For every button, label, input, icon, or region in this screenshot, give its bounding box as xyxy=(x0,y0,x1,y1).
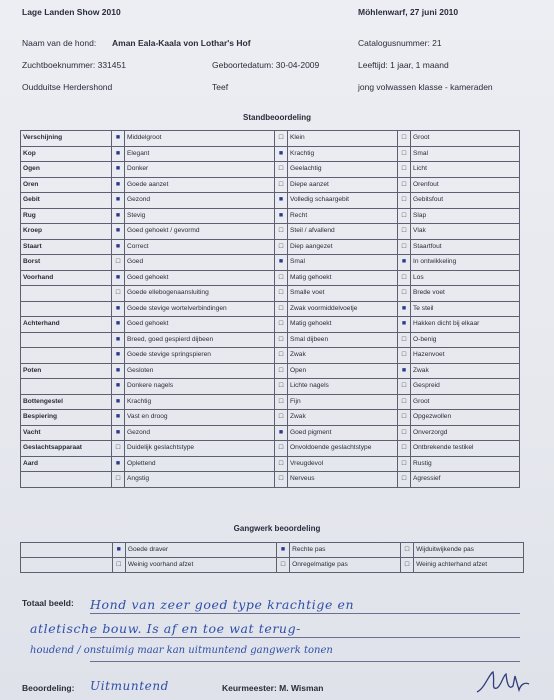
stand-row xyxy=(21,270,520,286)
option-label: O-benig xyxy=(411,332,520,348)
option-label: Wijduitwijkende pas xyxy=(414,543,524,558)
checkbox: ■ xyxy=(112,317,125,333)
checkbox: ■ xyxy=(112,193,125,209)
option-label: Goede stevige wortelverbindingen xyxy=(125,301,275,317)
stand-table xyxy=(20,130,520,488)
stand-category: Bespiering xyxy=(21,410,112,426)
option-label: Vreugdevol xyxy=(288,456,398,472)
option-label: Open xyxy=(288,363,398,379)
checkbox: □ xyxy=(398,146,411,162)
stand-row xyxy=(21,162,520,178)
gait-category xyxy=(21,558,113,573)
total-text-line2: atletische bouw. Is af en toe wat terug- xyxy=(30,621,302,636)
stand-category xyxy=(21,301,112,317)
option-label: Krachtig xyxy=(125,394,275,410)
option-label: Zwak xyxy=(288,410,398,426)
option-label: Fijn xyxy=(288,394,398,410)
option-label: Hakken dicht bij elkaar xyxy=(411,317,520,333)
stand-row xyxy=(21,255,520,271)
stand-row xyxy=(21,239,520,255)
checkbox: ■ xyxy=(275,193,288,209)
checkbox: □ xyxy=(112,558,125,573)
stand-category: Bottengestel xyxy=(21,394,112,410)
stand-category: Kop xyxy=(21,146,112,162)
checkbox: □ xyxy=(277,558,290,573)
stand-row xyxy=(21,193,520,209)
place-date: Möhlenwarf, 27 juni 2010 xyxy=(358,7,459,17)
stand-category xyxy=(21,286,112,302)
total-label: Totaal beeld: xyxy=(22,598,74,608)
checkbox: □ xyxy=(275,162,288,178)
option-label: Groot xyxy=(411,131,520,147)
checkbox: ■ xyxy=(275,425,288,441)
checkbox: □ xyxy=(275,348,288,364)
checkbox: □ xyxy=(275,363,288,379)
checkbox: □ xyxy=(275,270,288,286)
checkbox: □ xyxy=(398,348,411,364)
option-label: Goede stevige springspieren xyxy=(125,348,275,364)
stand-row xyxy=(21,131,520,147)
checkbox: ■ xyxy=(112,162,125,178)
dog-name-label: Naam van de hond: xyxy=(22,38,97,48)
breed: Oudduitse Herdershond xyxy=(22,82,113,92)
checkbox: □ xyxy=(398,177,411,193)
option-label: Brede voet xyxy=(411,286,520,302)
checkbox: ■ xyxy=(277,543,290,558)
option-label: Stevig xyxy=(125,208,275,224)
checkbox: □ xyxy=(112,286,125,302)
checkbox: ■ xyxy=(398,317,411,333)
stand-category: Kroep xyxy=(21,224,112,240)
option-label: Te steil xyxy=(411,301,520,317)
checkbox: □ xyxy=(398,239,411,255)
checkbox: ■ xyxy=(112,239,125,255)
checkbox: □ xyxy=(275,394,288,410)
checkbox: □ xyxy=(398,131,411,147)
checkbox: □ xyxy=(275,441,288,457)
option-label: Vlak xyxy=(411,224,520,240)
checkbox: ■ xyxy=(112,301,125,317)
checkbox: ■ xyxy=(275,146,288,162)
option-label: Smal xyxy=(288,255,398,271)
checkbox: □ xyxy=(275,410,288,426)
option-label: Rechte pas xyxy=(290,543,401,558)
option-label: Volledig schaargebit xyxy=(288,193,398,209)
checkbox: ■ xyxy=(112,543,125,558)
option-label: Opgezwollen xyxy=(411,410,520,426)
checkbox: □ xyxy=(398,394,411,410)
stand-title: Standbeoordeling xyxy=(243,113,311,122)
dog-name: Aman Eala-Kaala von Lothar's Hof xyxy=(112,38,251,48)
option-label: Vast en droog xyxy=(125,410,275,426)
stand-row xyxy=(21,317,520,333)
option-label: Agressief xyxy=(411,472,520,488)
stand-row xyxy=(21,332,520,348)
option-label: Goede aanzet xyxy=(125,177,275,193)
studbook-number: Zuchtboeknummer: 331451 xyxy=(22,60,126,70)
stand-category xyxy=(21,379,112,395)
checkbox: ■ xyxy=(112,131,125,147)
age: Leeftijd: 1 jaar, 1 maand xyxy=(358,60,449,70)
option-label: Groot xyxy=(411,394,520,410)
checkbox: □ xyxy=(275,456,288,472)
stand-category xyxy=(21,348,112,364)
checkbox: □ xyxy=(112,255,125,271)
option-label: Slap xyxy=(411,208,520,224)
checkbox: ■ xyxy=(112,363,125,379)
checkbox: □ xyxy=(275,472,288,488)
stand-row xyxy=(21,177,520,193)
option-label: Krachtig xyxy=(288,146,398,162)
stand-category xyxy=(21,472,112,488)
stand-row xyxy=(21,224,520,240)
option-label: Oplettend xyxy=(125,456,275,472)
stand-category: Ogen xyxy=(21,162,112,178)
option-label: Zwak xyxy=(288,348,398,364)
stand-category: Borst xyxy=(21,255,112,271)
checkbox: ■ xyxy=(112,379,125,395)
stand-row xyxy=(21,472,520,488)
checkbox: □ xyxy=(398,286,411,302)
option-label: Diepe aanzet xyxy=(288,177,398,193)
checkbox: ■ xyxy=(398,255,411,271)
checkbox: □ xyxy=(400,543,413,558)
total-text-line3: houdend / onstuimig maar kan uitmuntend gangwerk tonen xyxy=(30,645,333,656)
option-label: Onvoldoende geslachtstype xyxy=(288,441,398,457)
checkbox: □ xyxy=(275,332,288,348)
stand-category: Verschijning xyxy=(21,131,112,147)
option-label: Duidelijk geslachtstype xyxy=(125,441,275,457)
option-label: Smal dijbeen xyxy=(288,332,398,348)
option-label: Weinig voorhand afzet xyxy=(125,558,276,573)
gait-title: Gangwerk beoordeling xyxy=(233,524,321,533)
option-label: Onverzorgd xyxy=(411,425,520,441)
gait-table xyxy=(20,542,524,573)
option-label: Goed gehoekt xyxy=(125,270,275,286)
option-label: Zwak voormiddelvoetje xyxy=(288,301,398,317)
option-label: Gebitsfout xyxy=(411,193,520,209)
option-label: Goed pigment xyxy=(288,425,398,441)
stand-row xyxy=(21,425,520,441)
checkbox: □ xyxy=(112,441,125,457)
stand-category: Voorhand xyxy=(21,270,112,286)
checkbox: ■ xyxy=(112,456,125,472)
option-label: Diep aangezet xyxy=(288,239,398,255)
option-label: Gezond xyxy=(125,193,275,209)
gait-row xyxy=(21,543,524,558)
option-label: Gespreid xyxy=(411,379,520,395)
stand-row xyxy=(21,456,520,472)
rule-line xyxy=(90,661,520,662)
checkbox: □ xyxy=(398,332,411,348)
checkbox: ■ xyxy=(112,146,125,162)
checkbox: ■ xyxy=(112,348,125,364)
gait-category xyxy=(21,543,113,558)
checkbox: □ xyxy=(275,286,288,302)
option-label: In ontwikkeling xyxy=(411,255,520,271)
option-label: Orenfout xyxy=(411,177,520,193)
option-label: Los xyxy=(411,270,520,286)
judge: Keurmeester: M. Wisman xyxy=(222,683,324,693)
checkbox: ■ xyxy=(275,255,288,271)
option-label: Donkere nagels xyxy=(125,379,275,395)
option-label: Angstig xyxy=(125,472,275,488)
checkbox: □ xyxy=(275,301,288,317)
stand-category: Staart xyxy=(21,239,112,255)
checkbox: □ xyxy=(275,177,288,193)
option-label: Zwak xyxy=(411,363,520,379)
option-label: Rustig xyxy=(411,456,520,472)
option-label: Breed, goed gespierd dijbeen xyxy=(125,332,275,348)
option-label: Hazenvoet xyxy=(411,348,520,364)
checkbox: □ xyxy=(275,317,288,333)
checkbox: □ xyxy=(398,472,411,488)
checkbox: ■ xyxy=(112,394,125,410)
stand-category: Oren xyxy=(21,177,112,193)
stand-category: Gebit xyxy=(21,193,112,209)
checkbox: ■ xyxy=(112,332,125,348)
checkbox: □ xyxy=(398,193,411,209)
checkbox: □ xyxy=(275,224,288,240)
option-label: Onregelmatige pas xyxy=(290,558,401,573)
checkbox: □ xyxy=(398,410,411,426)
checkbox: ■ xyxy=(112,208,125,224)
checkbox: ■ xyxy=(398,301,411,317)
rating-value: Uitmuntend xyxy=(90,679,169,693)
show-name: Lage Landen Show 2010 xyxy=(22,7,121,17)
stand-row xyxy=(21,441,520,457)
option-label: Matig gehoekt xyxy=(288,317,398,333)
birthdate: Geboortedatum: 30-04-2009 xyxy=(212,60,320,70)
total-text-line1: Hond van zeer goed type krachtige en xyxy=(90,597,355,612)
option-label: Licht xyxy=(411,162,520,178)
stand-row xyxy=(21,363,520,379)
option-label: Elegant xyxy=(125,146,275,162)
gait-row xyxy=(21,558,524,573)
option-label: Klein xyxy=(288,131,398,147)
checkbox: □ xyxy=(398,379,411,395)
option-label: Correct xyxy=(125,239,275,255)
option-label: Donker xyxy=(125,162,275,178)
option-label: Gezond xyxy=(125,425,275,441)
stand-row xyxy=(21,286,520,302)
checkbox: □ xyxy=(400,558,413,573)
stand-category: Achterhand xyxy=(21,317,112,333)
stand-row xyxy=(21,394,520,410)
stand-row xyxy=(21,379,520,395)
option-label: Goed xyxy=(125,255,275,271)
checkbox: □ xyxy=(112,472,125,488)
option-label: Steil / afvallend xyxy=(288,224,398,240)
option-label: Goede ellebogenaansluiting xyxy=(125,286,275,302)
option-label: Geelachtig xyxy=(288,162,398,178)
checkbox: ■ xyxy=(112,410,125,426)
stand-category: Aard xyxy=(21,456,112,472)
option-label: Nerveus xyxy=(288,472,398,488)
option-label: Staartfout xyxy=(411,239,520,255)
rule-line xyxy=(90,613,520,614)
checkbox: ■ xyxy=(112,425,125,441)
checkbox: ■ xyxy=(112,224,125,240)
stand-row xyxy=(21,146,520,162)
judge-signature xyxy=(475,668,530,696)
stand-row xyxy=(21,301,520,317)
option-label: Middelgroot xyxy=(125,131,275,147)
class: jong volwassen klasse - kameraden xyxy=(358,82,493,92)
checkbox: □ xyxy=(275,379,288,395)
checkbox: □ xyxy=(398,425,411,441)
option-label: Goed gehoekt xyxy=(125,317,275,333)
stand-row xyxy=(21,208,520,224)
rule-line xyxy=(90,637,520,638)
stand-row xyxy=(21,348,520,364)
option-label: Smal xyxy=(411,146,520,162)
rating-label: Beoordeling: xyxy=(22,683,75,693)
checkbox: ■ xyxy=(112,177,125,193)
stand-category: Poten xyxy=(21,363,112,379)
sex: Teef xyxy=(212,82,229,92)
checkbox: □ xyxy=(398,208,411,224)
checkbox: □ xyxy=(398,162,411,178)
stand-category: Geslachtsapparaat xyxy=(21,441,112,457)
checkbox: □ xyxy=(275,131,288,147)
checkbox: □ xyxy=(398,224,411,240)
checkbox: ■ xyxy=(112,270,125,286)
catalog-number: Catalogusnummer: 21 xyxy=(358,38,442,48)
checkbox: □ xyxy=(275,239,288,255)
option-label: Matig gehoekt xyxy=(288,270,398,286)
option-label: Goede draver xyxy=(125,543,276,558)
option-label: Lichte nagels xyxy=(288,379,398,395)
option-label: Ontbrekende testikel xyxy=(411,441,520,457)
stand-row xyxy=(21,410,520,426)
checkbox: □ xyxy=(398,441,411,457)
option-label: Weinig achterhand afzet xyxy=(414,558,524,573)
stand-category: Vacht xyxy=(21,425,112,441)
option-label: Smalle voet xyxy=(288,286,398,302)
checkbox: ■ xyxy=(275,208,288,224)
option-label: Goed gehoekt / gevormd xyxy=(125,224,275,240)
stand-category: Rug xyxy=(21,208,112,224)
stand-category xyxy=(21,332,112,348)
option-label: Recht xyxy=(288,208,398,224)
checkbox: □ xyxy=(398,270,411,286)
option-label: Gesloten xyxy=(125,363,275,379)
checkbox: □ xyxy=(398,456,411,472)
checkbox: ■ xyxy=(398,363,411,379)
